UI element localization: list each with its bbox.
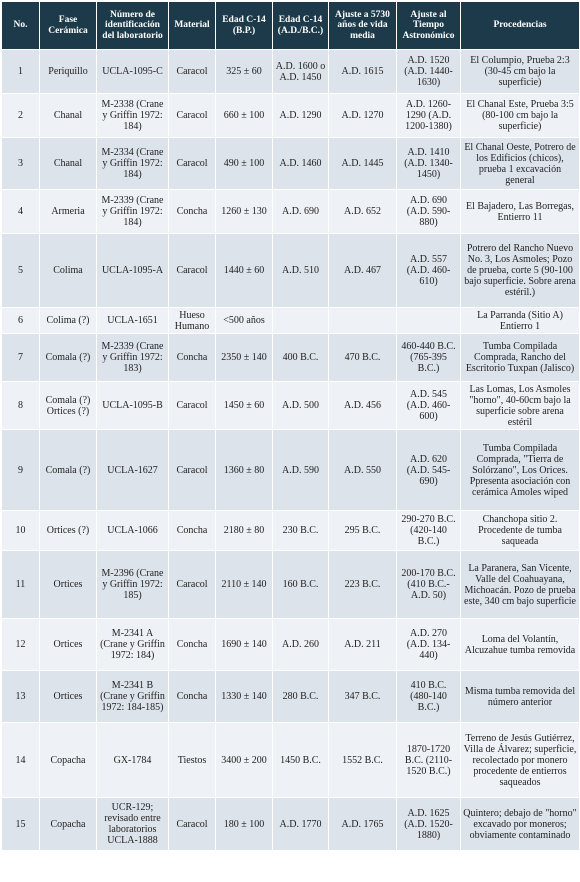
cell-edad-bp: 3400 ± 200: [216, 723, 273, 798]
table-row: [2, 138, 580, 190]
cell-ajuste-astro: 460-440 B.C. (765-395 B.C.): [397, 334, 461, 382]
cell-procedencia: Tumba Compilada Comprada, Rancho del Escritorio Tuxpan (Jalisco): [461, 334, 580, 382]
table-row: [2, 619, 580, 671]
cell-edad-bp: 2180 ± 80: [216, 511, 273, 551]
cell-edad-adbc: A.D. 260: [273, 619, 329, 671]
cell-ajuste-5730: A.D. 652: [329, 190, 397, 234]
cell-lab-id: M-2341 A (Crane y Griffin 1972: 184): [97, 619, 169, 671]
cell-ajuste-5730: 470 B.C.: [329, 334, 397, 382]
cell-lab-id: M-2339 (Crane y Griffin 1972: 184): [97, 190, 169, 234]
cell-no: 6: [2, 308, 40, 334]
cell-edad-adbc: 160 B.C.: [273, 551, 329, 619]
cell-no: 3: [2, 138, 40, 190]
cell-edad-bp: 2110 ± 140: [216, 551, 273, 619]
cell-no: 14: [2, 723, 40, 798]
cell-ajuste-astro: A.D. 270 (A.D. 134-440): [397, 619, 461, 671]
cell-ajuste-5730: A.D. 467: [329, 234, 397, 308]
cell-material: Caracol: [169, 430, 216, 511]
cell-edad-adbc: A.D. 590: [273, 430, 329, 511]
cell-ajuste-astro: 200-170 B.C. (410 B.C.-A.D. 50): [397, 551, 461, 619]
cell-fase: Periquillo: [40, 50, 97, 94]
table-row: [2, 50, 580, 94]
cell-ajuste-astro: A.D. 620 (A.D. 545-690): [397, 430, 461, 511]
cell-material: Concha: [169, 671, 216, 723]
cell-fase: Copacha: [40, 723, 97, 798]
cell-ajuste-astro: A.D. 545 (A.D. 460-600): [397, 382, 461, 430]
cell-procedencia: La Paranera, San Vicente, Valle del Coahuayana, Michoacán. Pozo de prueba este, 340 cm bajo superficie: [461, 551, 580, 619]
cell-edad-bp: 325 ± 60: [216, 50, 273, 94]
table-row: [2, 511, 580, 551]
cell-procedencia: Loma del Volantín, Alcuzahue tumba removida: [461, 619, 580, 671]
cell-ajuste-astro: 410 B.C. (480-140 B.C.): [397, 671, 461, 723]
cell-ajuste-5730: A.D. 456: [329, 382, 397, 430]
cell-procedencia: Potrero del Rancho Nuevo No. 3, Los Asmoles; Pozo de prueba, corte 5 (90-100 bajo superficie. Sobre arena estéril.): [461, 234, 580, 308]
cell-edad-adbc: 230 B.C.: [273, 511, 329, 551]
cell-no: 5: [2, 234, 40, 308]
cell-fase: Ortices: [40, 551, 97, 619]
cell-lab-id: M-2334 (Crane y Griffin 1972: 184): [97, 138, 169, 190]
cell-material: Caracol: [169, 94, 216, 138]
cell-procedencia: El Chanal Este, Prueba 3:5 (80-100 cm bajo la superficie): [461, 94, 580, 138]
table-row: [2, 798, 580, 851]
table-row: [2, 94, 580, 138]
cell-edad-adbc: A.D. 510: [273, 234, 329, 308]
cell-fase: Copacha: [40, 798, 97, 851]
col-header-edad-bp: Edad C-14 (B.P.): [216, 2, 273, 50]
cell-fase: Ortices: [40, 619, 97, 671]
cell-no: 15: [2, 798, 40, 851]
cell-lab-id: M-2339 (Crane y Griffin 1972: 183): [97, 334, 169, 382]
cell-lab-id: M-2338 (Crane y Griffin 1972: 184): [97, 94, 169, 138]
cell-edad-bp: 1330 ± 140: [216, 671, 273, 723]
cell-fase: Colima (?): [40, 308, 97, 334]
cell-no: 10: [2, 511, 40, 551]
cell-material: Caracol: [169, 382, 216, 430]
col-header-fase: Fase Cerámica: [40, 2, 97, 50]
table-row: [2, 551, 580, 619]
cell-procedencia: El Columpio, Prueba 2:3 (30-45 cm bajo la superficie): [461, 50, 580, 94]
table-row: [2, 234, 580, 308]
table-row: [2, 190, 580, 234]
cell-procedencia: Tumba Compilada Comprada, "Tierra de Solórzano", Los Orices. Ppresenta asociación con cerámica Amoles wiped: [461, 430, 580, 511]
col-header-lab-id: Número de identificación del laboratorio: [97, 2, 169, 50]
cell-ajuste-5730: A.D. 1615: [329, 50, 397, 94]
cell-no: 12: [2, 619, 40, 671]
cell-edad-bp: 2350 ± 140: [216, 334, 273, 382]
cell-procedencia: El Bajadero, Las Borregas, Entierro 11: [461, 190, 580, 234]
table-row: [2, 671, 580, 723]
cell-ajuste-astro: A.D. 690 (A.D. 590-880): [397, 190, 461, 234]
cell-material: Concha: [169, 334, 216, 382]
col-header-edad-adbc: Edad C-14 (A.D./B.C.): [273, 2, 329, 50]
cell-procedencia: Chanchopa sitio 2. Procedente de tumba saqueada: [461, 511, 580, 551]
cell-procedencia: Quintero; debajo de "horno" excavado por moneros; obviamente contaminado: [461, 798, 580, 851]
cell-no: 8: [2, 382, 40, 430]
table-row: [2, 334, 580, 382]
cell-lab-id: M-2396 (Crane y Griffin 1972: 185): [97, 551, 169, 619]
cell-material: Concha: [169, 619, 216, 671]
cell-no: 11: [2, 551, 40, 619]
table-row: [2, 308, 580, 334]
cell-edad-adbc: 1450 B.C.: [273, 723, 329, 798]
cell-edad-bp: 1450 ± 60: [216, 382, 273, 430]
cell-ajuste-astro: [397, 308, 461, 334]
cell-fase: Comala (?): [40, 430, 97, 511]
cell-ajuste-astro: A.D. 1410 (A.D. 1340-1450): [397, 138, 461, 190]
cell-ajuste-astro: A.D. 1520 (A.D. 1440-1630): [397, 50, 461, 94]
cell-ajuste-astro: 1870-1720 B.C. (2110-1520 B.C.): [397, 723, 461, 798]
col-header-procedencias: Procedencias: [461, 2, 580, 50]
cell-procedencia: El Chanal Oeste, Potrero de los Edificios (chicos), prueba 1 excavación general: [461, 138, 580, 190]
cell-no: 13: [2, 671, 40, 723]
cell-material: Caracol: [169, 138, 216, 190]
cell-fase: Ortices (?): [40, 511, 97, 551]
cell-fase: Armeria: [40, 190, 97, 234]
radiocarbon-dates-table: [1, 1, 580, 851]
cell-edad-adbc: A.D. 500: [273, 382, 329, 430]
cell-material: Tiestos: [169, 723, 216, 798]
cell-fase: Chanal: [40, 94, 97, 138]
cell-procedencia: Las Lomas, Los Asmoles "horno", 40-60cm bajo la superficie sobre arena estéril: [461, 382, 580, 430]
cell-lab-id: UCLA-1066: [97, 511, 169, 551]
cell-ajuste-astro: A.D. 1260-1290 (A.D. 1200-1380): [397, 94, 461, 138]
table-body: [2, 50, 580, 851]
cell-lab-id: UCR-129; revisado entre laboratorios UCLA-1888: [97, 798, 169, 851]
cell-lab-id: UCLA-1651: [97, 308, 169, 334]
cell-ajuste-5730: A.D. 550: [329, 430, 397, 511]
table-row: [2, 382, 580, 430]
cell-procedencia: La Parranda (Sitio A) Entierro 1: [461, 308, 580, 334]
cell-edad-adbc: 280 B.C.: [273, 671, 329, 723]
cell-material: Concha: [169, 190, 216, 234]
cell-material: Caracol: [169, 50, 216, 94]
cell-ajuste-5730: A.D. 1445: [329, 138, 397, 190]
cell-fase: Chanal: [40, 138, 97, 190]
cell-fase: Ortices: [40, 671, 97, 723]
cell-material: Concha: [169, 511, 216, 551]
cell-edad-adbc: A.D. 1770: [273, 798, 329, 851]
cell-lab-id: UCLA-1627: [97, 430, 169, 511]
cell-edad-bp: 660 ± 100: [216, 94, 273, 138]
cell-ajuste-5730: 223 B.C.: [329, 551, 397, 619]
cell-ajuste-astro: 290-270 B.C. (420-140 B.C.): [397, 511, 461, 551]
cell-lab-id: GX-1784: [97, 723, 169, 798]
cell-edad-adbc: [273, 308, 329, 334]
cell-edad-bp: 1690 ± 140: [216, 619, 273, 671]
cell-fase: Comala (?) Ortices (?): [40, 382, 97, 430]
cell-material: Caracol: [169, 551, 216, 619]
cell-edad-adbc: A.D. 1460: [273, 138, 329, 190]
cell-edad-bp: 1260 ± 130: [216, 190, 273, 234]
cell-ajuste-astro: A.D. 557 (A.D. 460-610): [397, 234, 461, 308]
cell-edad-adbc: 400 B.C.: [273, 334, 329, 382]
table-row: [2, 723, 580, 798]
cell-no: 2: [2, 94, 40, 138]
cell-ajuste-5730: A.D. 211: [329, 619, 397, 671]
cell-ajuste-5730: A.D. 1765: [329, 798, 397, 851]
cell-material: Caracol: [169, 234, 216, 308]
cell-edad-bp: <500 años: [216, 308, 273, 334]
cell-procedencia: Misma tumba removida del número anterior: [461, 671, 580, 723]
cell-no: 4: [2, 190, 40, 234]
col-header-ajuste-astro: Ajuste al Tiempo Astronómico: [397, 2, 461, 50]
cell-no: 7: [2, 334, 40, 382]
cell-edad-bp: 1360 ± 80: [216, 430, 273, 511]
cell-fase: Colima: [40, 234, 97, 308]
cell-lab-id: UCLA-1095-A: [97, 234, 169, 308]
cell-no: 9: [2, 430, 40, 511]
cell-ajuste-astro: A.D. 1625 (A.D. 1520-1880): [397, 798, 461, 851]
col-header-ajuste-5730: Ajuste a 5730 años de vida media: [329, 2, 397, 50]
cell-procedencia: Terreno de Jesús Gutiérrez, Villa de Álvarez; superficie, recolectado por monero procedente de entierros saqueados: [461, 723, 580, 798]
table-header-row: [2, 2, 580, 50]
cell-edad-bp: 1440 ± 60: [216, 234, 273, 308]
cell-no: 1: [2, 50, 40, 94]
cell-material: Hueso Humano: [169, 308, 216, 334]
cell-ajuste-5730: [329, 308, 397, 334]
table-row: [2, 430, 580, 511]
col-header-material: Material: [169, 2, 216, 50]
cell-edad-adbc: A.D. 1290: [273, 94, 329, 138]
cell-edad-adbc: A.D. 690: [273, 190, 329, 234]
cell-ajuste-5730: 347 B.C.: [329, 671, 397, 723]
cell-lab-id: UCLA-1095-B: [97, 382, 169, 430]
cell-ajuste-5730: 295 B.C.: [329, 511, 397, 551]
cell-edad-bp: 490 ± 100: [216, 138, 273, 190]
cell-material: Caracol: [169, 798, 216, 851]
cell-lab-id: UCLA-1095-C: [97, 50, 169, 94]
cell-edad-bp: 180 ± 100: [216, 798, 273, 851]
cell-fase: Comala (?): [40, 334, 97, 382]
col-header-no: No.: [2, 2, 40, 50]
cell-ajuste-5730: A.D. 1270: [329, 94, 397, 138]
cell-lab-id: M-2341 B (Crane y Griffin 1972: 184-185): [97, 671, 169, 723]
cell-ajuste-5730: 1552 B.C.: [329, 723, 397, 798]
cell-edad-adbc: A.D. 1600 o A.D. 1450: [273, 50, 329, 94]
